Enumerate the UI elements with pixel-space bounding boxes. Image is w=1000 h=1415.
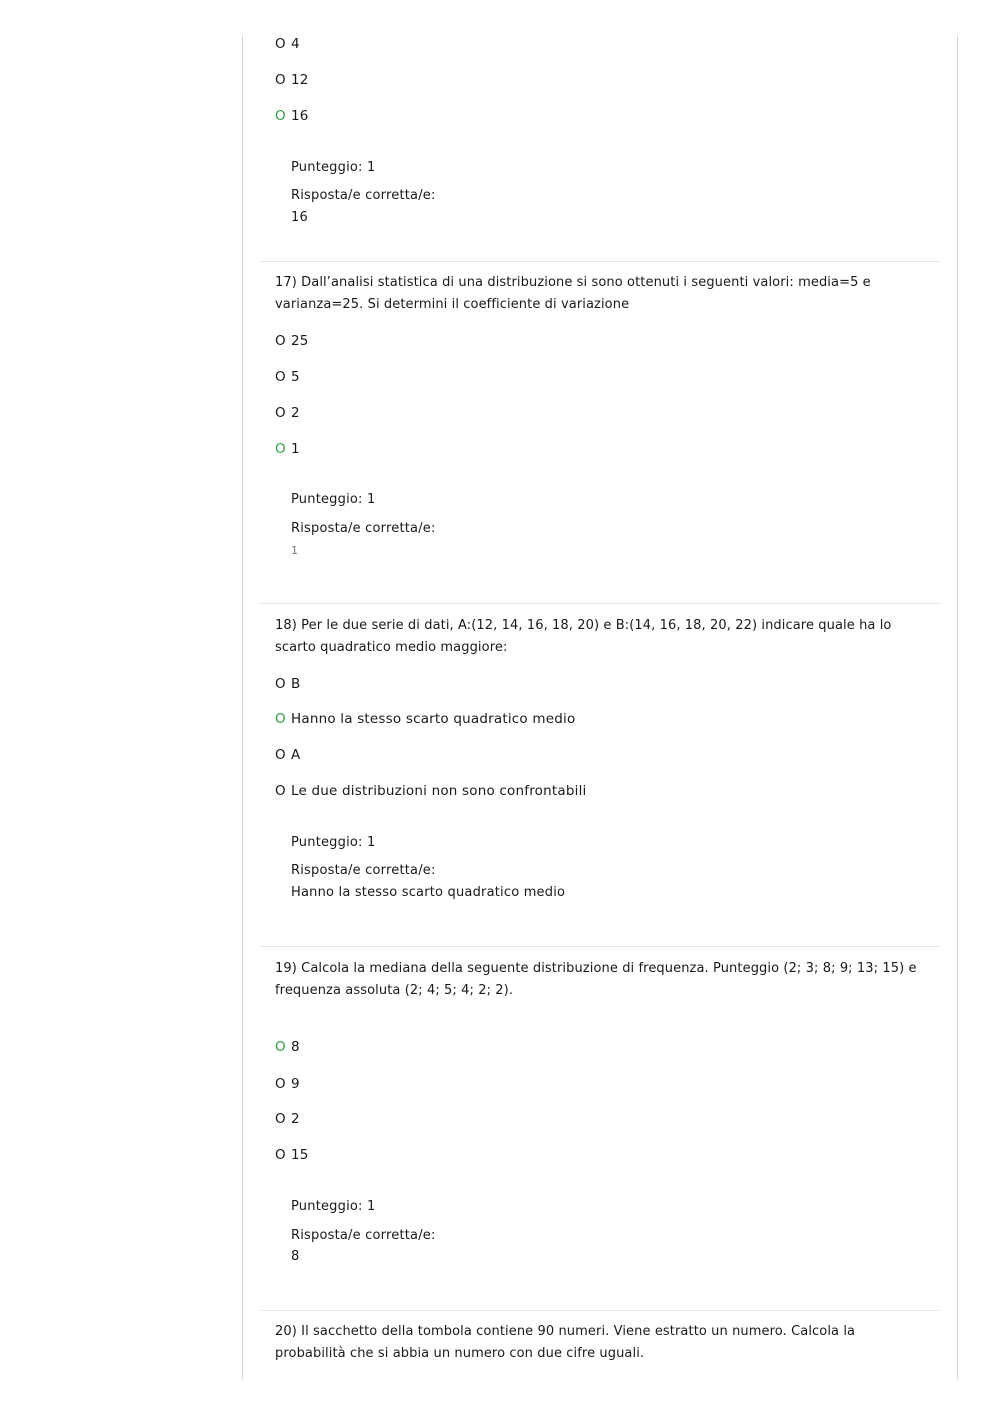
radio-mark: O: [275, 333, 286, 349]
q20-question: 20) Il sacchetto della tombola contiene 90 numeri. Viene estratto un numero. Calcola la probabilità che si abbia un numero con due cifre uguali.: [275, 1324, 856, 1361]
q18-answer-label: Risposta/e corretta/e:: [291, 863, 436, 878]
radio-mark: O: [275, 72, 286, 88]
option-text: 12: [291, 72, 309, 88]
option-text: 9: [291, 1076, 300, 1092]
q16-score: Punteggio: 1: [291, 160, 376, 175]
radio-mark-correct: O: [275, 108, 286, 124]
radio-mark: O: [275, 36, 286, 52]
option-text: 2: [291, 1111, 300, 1127]
q16-answer-label: Risposta/e corretta/e:: [291, 188, 436, 203]
q19-option-3[interactable]: [275, 1111, 300, 1127]
q18-option-1[interactable]: [275, 676, 300, 692]
q17-answer: 1: [291, 544, 299, 557]
q18-score: Punteggio: 1: [291, 835, 376, 850]
q18-answer: Hanno la stesso scarto quadratico medio: [291, 885, 566, 900]
radio-mark: O: [275, 1147, 286, 1163]
q16-option-2[interactable]: [275, 72, 309, 88]
divider: [260, 603, 940, 604]
radio-mark: O: [275, 1111, 286, 1127]
q19-score: Punteggio: 1: [291, 1199, 376, 1214]
option-text: 2: [291, 405, 300, 421]
radio-mark: O: [275, 1076, 286, 1092]
option-text: A: [291, 747, 301, 763]
divider: [260, 946, 940, 947]
radio-mark: O: [275, 747, 286, 763]
q19-option-4[interactable]: [275, 1147, 309, 1163]
radio-mark-correct: O: [275, 711, 286, 727]
radio-mark-correct: O: [275, 441, 286, 457]
q17-option-4[interactable]: [275, 441, 300, 457]
radio-mark: O: [275, 783, 286, 799]
q17-answer-label: Risposta/e corretta/e:: [291, 521, 436, 536]
option-text: 4: [291, 36, 300, 52]
radio-mark: O: [275, 676, 286, 692]
option-text: Hanno la stesso scarto quadratico medio: [291, 711, 576, 727]
option-text: 25: [291, 333, 309, 349]
q18-option-2[interactable]: [275, 711, 575, 727]
divider: [260, 1310, 940, 1311]
option-text: B: [291, 676, 301, 692]
q19-answer: 8: [291, 1249, 300, 1264]
q19-answer-label: Risposta/e corretta/e:: [291, 1228, 436, 1243]
radio-mark: O: [275, 369, 286, 385]
q18-question: 18) Per le due serie di dati, A:(12, 14, 16, 18, 20) e B:(14, 16, 18, 20, 22) indicare quale ha lo scarto quadratico medio maggiore:: [275, 618, 892, 655]
option-text: 15: [291, 1147, 309, 1163]
q17-question: 17) Dall’analisi statistica di una distribuzione si sono ottenuti i seguenti valori: media=5 e varianza=25. Si determini il coefficiente di variazione: [275, 275, 871, 312]
q16-option-1[interactable]: [275, 36, 300, 52]
radio-mark-correct: O: [275, 1039, 286, 1055]
q19-option-1[interactable]: [275, 1039, 300, 1055]
option-text: Le due distribuzioni non sono confrontabili: [291, 783, 587, 799]
quiz-panel: [242, 35, 958, 1380]
divider: [260, 261, 940, 262]
q18-option-3[interactable]: [275, 747, 300, 763]
option-text: 8: [291, 1039, 300, 1055]
q19-question: 19) Calcola la mediana della seguente distribuzione di frequenza. Punteggio (2; 3; 8; 9; 13; 15) e frequenza assoluta (2; 4; 5; 4; 2; 2).: [275, 961, 917, 998]
q19-option-2[interactable]: [275, 1076, 300, 1092]
q16-answer: 16: [291, 210, 308, 225]
q17-option-3[interactable]: [275, 405, 300, 421]
radio-mark: O: [275, 405, 286, 421]
q18-option-4[interactable]: [275, 783, 586, 799]
option-text: 16: [291, 108, 309, 124]
option-text: 5: [291, 369, 300, 385]
q17-option-1[interactable]: [275, 333, 309, 349]
q17-score: Punteggio: 1: [291, 492, 376, 507]
q17-option-2[interactable]: [275, 369, 300, 385]
q16-option-3[interactable]: [275, 108, 309, 124]
option-text: 1: [291, 441, 300, 457]
